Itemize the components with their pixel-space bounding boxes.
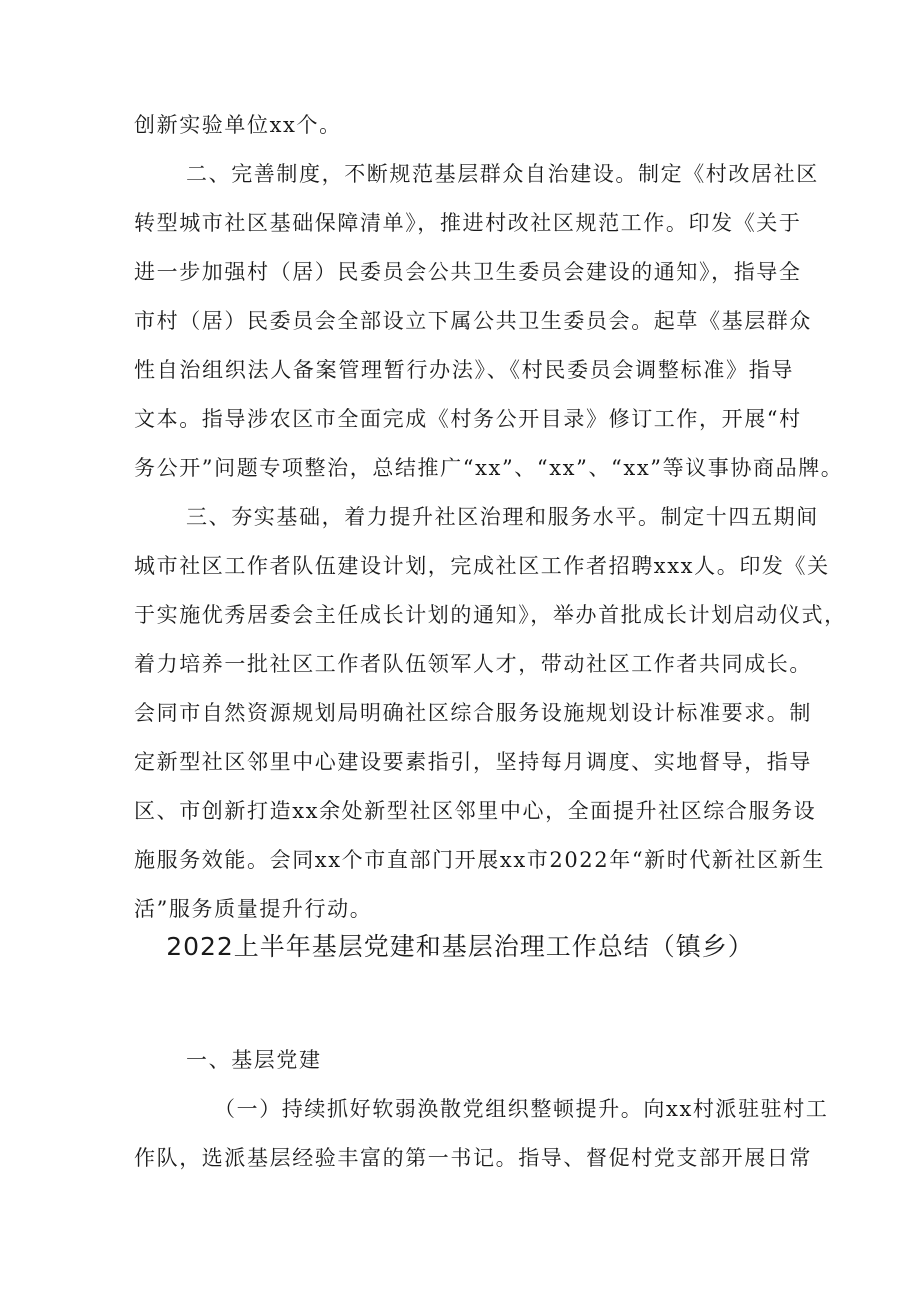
paragraph-line: 区、市创新打造xx余处新型社区邻里中心，全面提升社区综合服务设 [134, 799, 817, 823]
paragraph-line: 文本。指导涉农区市全面完成《村务公开目录》修订工作，开展“村 [134, 407, 802, 431]
paragraph-line: 施服务效能。会同xx个市直部门开展xx市2022年“新时代新社区新生 [134, 848, 825, 872]
document-title: 2022上半年基层党建和基层治理工作总结（镇乡） [166, 932, 754, 961]
paragraph-line: 作队，选派基层经验丰富的第一书记。指导、督促村党支部开展日常 [134, 1146, 812, 1170]
paragraph-line: 进一步加强村（居）民委员会公共卫生委员会建设的通知》，指导全 [134, 260, 802, 284]
paragraph-line: 会同市自然资源规划局明确社区综合服务设施规划设计标准要求。制 [134, 701, 812, 725]
paragraph-line: 转型城市社区基础保障清单》，推进村改社区规范工作。印发《关于 [134, 211, 802, 235]
paragraph-line: 二、完善制度，不断规范基层群众自治建设。制定《村改居社区 [186, 162, 819, 186]
paragraph-line: 三、夯实基础，着力提升社区治理和服务水平。制定十四五期间 [186, 505, 819, 529]
paragraph-line: 活”服务质量提升行动。 [134, 897, 373, 921]
paragraph-line: 城市社区工作者队伍建设计划，完成社区工作者招聘xxx人。印发《关 [134, 554, 830, 578]
paragraph-line: （一）持续抓好软弱涣散党组织整顿提升。向xx村派驻驻村工 [214, 1097, 829, 1121]
paragraph-line: 着力培养一批社区工作者队伍领军人才，带动社区工作者共同成长。 [134, 652, 812, 676]
paragraph-line: 定新型社区邻里中心建设要素指引，坚持每月调度、实地督导，指导 [134, 750, 812, 774]
section-heading: 一、基层党建 [186, 1048, 322, 1072]
paragraph-line: 于实施优秀居委会主任成长计划的通知》，举办首批成长计划启动仪式， [134, 603, 847, 627]
paragraph-line: 性自治组织法人备案管理暂行办法》、《村民委员会调整标准》指导 [134, 358, 794, 382]
paragraph-line: 市村（居）民委员会全部设立下属公共卫生委员会。起草《基层群众 [134, 309, 812, 333]
paragraph-line: 创新实验单位xx个。 [134, 113, 342, 137]
paragraph-line: 务公开”问题专项整治，总结推广“xx”、“xx”、“xx”等议事协商品牌。 [134, 456, 844, 480]
